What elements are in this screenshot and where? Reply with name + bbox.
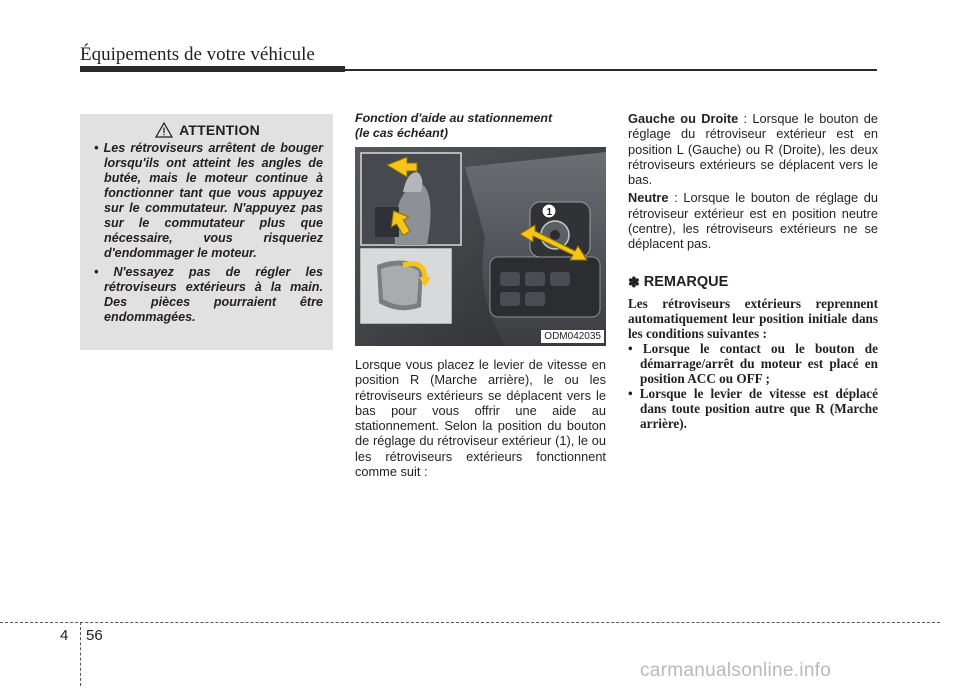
mode-neutral [628, 190, 878, 251]
attention-box [80, 114, 333, 350]
mode-left-right-text: : Lorsque le bouton de réglage du rétroviseur extérieur est en position L (Gauche) ou R (Droite), les deux rétroviseurs extérieurs se déplacent vers le bas. [628, 111, 879, 188]
attention-header [92, 122, 323, 138]
parking-assist-heading-line1: Fonction d'aide au stationnement [355, 111, 553, 125]
page-header-title: Équipements de votre véhicule [80, 44, 315, 65]
mode-neutral-text: : Lorsque le bouton de réglage du rétroviseur extérieur est en position neutre (centre), les rétroviseurs extérieurs ne se déplacent pas. [628, 190, 878, 252]
remarque-heading [628, 274, 878, 291]
remarque-title: REMARQUE [643, 274, 729, 291]
attention-item: • Les rétroviseurs arrêtent de bouger lorsqu'ils ont atteint les angles de butée, mais le moteur continue à fonctionner tant que vous appuyez sur le commutateur. N'appuyez pas sur le commutateur plus que nécessaire, vous risqueriez d'endommager le moteur. [94, 141, 323, 260]
attention-item: • N'essayez pas de régler les rétroviseurs extérieurs à la main. Des pièces pourraient être endommagées. [94, 265, 323, 324]
parking-assist-heading [355, 111, 605, 141]
footer-divider [80, 622, 81, 686]
parking-assist-paragraph: Lorsque vous placez le levier de vitesse en position R (Marche arrière), le ou les rétroviseurs extérieurs se déplacent vers le bas pour vous offrir une aide au stationnement. Selon la position du bouton de réglage du rétroviseur extérieur (1), le ou les rétroviseurs extérieurs fonctionnent comme suit : [355, 357, 606, 480]
mirror-control-illustration [355, 147, 606, 346]
header-rule-thick [80, 66, 345, 72]
footer-rule [0, 622, 940, 623]
remarque-item: • Lorsque le contact ou le bouton de démarrage/arrêt du moteur est placé en position ACC ou OFF ; [628, 340, 878, 386]
remarque-intro: Les rétroviseurs extérieurs reprennent automatiquement leur position initiale dans les conditions suivantes : [628, 295, 878, 341]
attention-list [92, 141, 323, 325]
header-rule-thin [345, 69, 877, 71]
mode-left-right-label: Gauche ou Droite [628, 111, 739, 126]
section-number: 4 [60, 627, 69, 644]
warning-triangle-icon [155, 122, 173, 138]
mirror-control-figure [355, 147, 606, 346]
figure-callout-1: 1 [546, 207, 553, 218]
attention-title: ATTENTION [179, 122, 260, 138]
remarque-item: • Lorsque le levier de vitesse est déplacé dans toute position autre que R (Marche arrière). [628, 385, 878, 431]
right-column [628, 111, 878, 431]
remarque-list [628, 341, 878, 431]
parking-assist-heading-line2: (le cas échéant) [355, 126, 448, 140]
page-number: 56 [86, 627, 103, 644]
remarque-star-icon: ✽ [628, 273, 640, 290]
mode-neutral-label: Neutre [628, 190, 669, 206]
mode-left-right [628, 111, 878, 187]
figure-code: ODM042035 [541, 330, 604, 343]
watermark-text: carmanualsonline.info [640, 660, 832, 681]
